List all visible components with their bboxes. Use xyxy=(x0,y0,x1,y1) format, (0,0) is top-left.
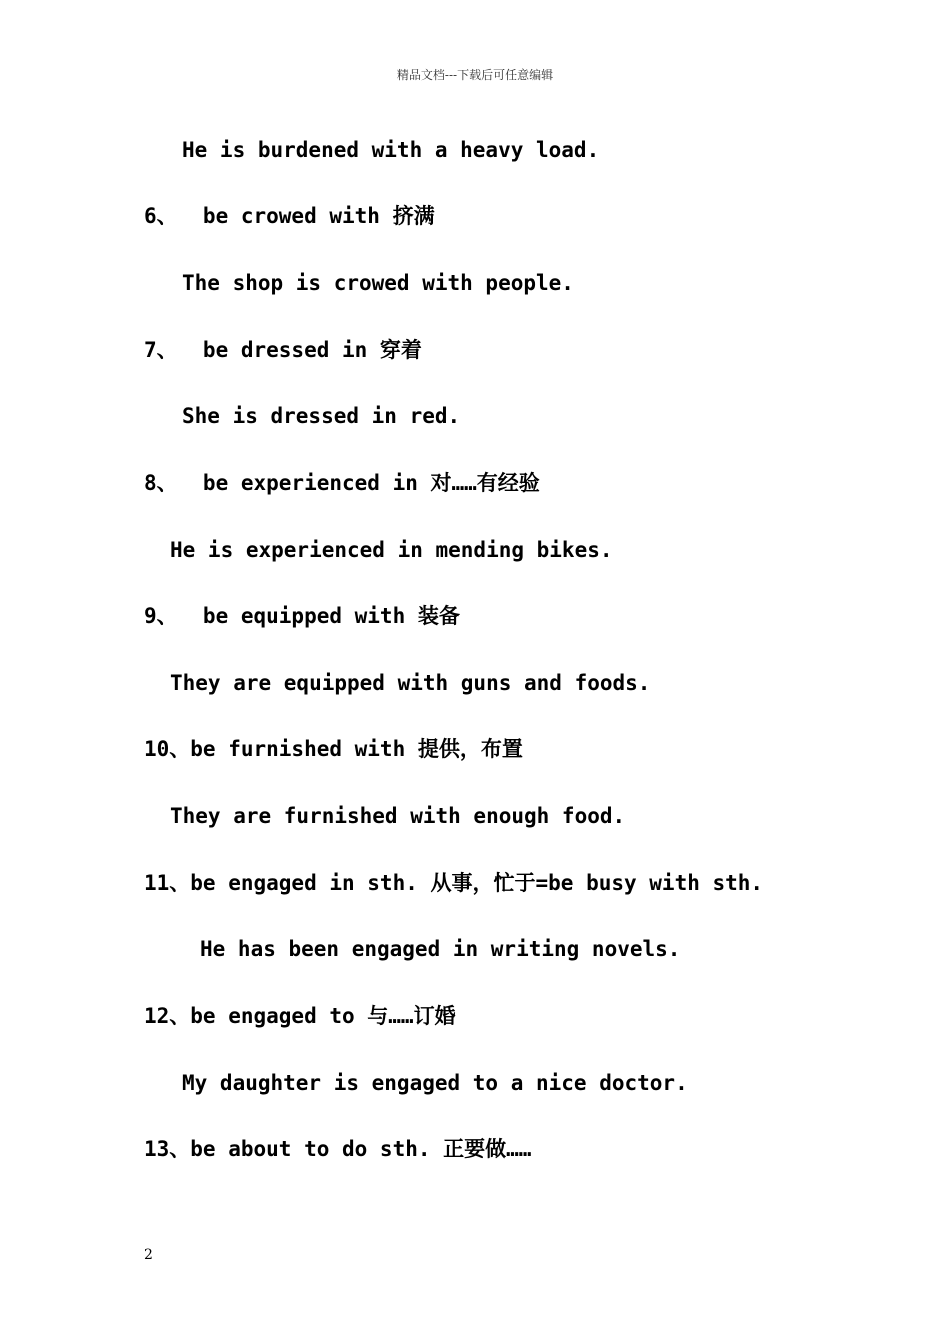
example-sentence: They are equipped with guns and foods. xyxy=(170,671,651,695)
example-sentence: He has been engaged in writing novels. xyxy=(200,937,681,961)
phrase-item: 11、be engaged in sth. 从事，忙于=be busy with sth. xyxy=(144,871,764,895)
phrase-item: 12、be engaged to 与……订婚 xyxy=(144,1004,456,1028)
phrase-item: 9、 be equipped with 装备 xyxy=(144,604,460,628)
phrase-item: 8、 be experienced in 对……有经验 xyxy=(144,471,540,495)
phrase-item: 10、be furnished with 提供，布置 xyxy=(144,737,523,761)
page-header: 精品文档---下载后可任意编辑 xyxy=(396,68,554,82)
example-sentence: My daughter is engaged to a nice doctor. xyxy=(182,1071,688,1095)
example-sentence: The shop is crowed with people. xyxy=(182,271,574,295)
phrase-item: 13、be about to do sth. 正要做…… xyxy=(144,1137,532,1161)
phrase-item: 6、 be crowed with 挤满 xyxy=(144,204,435,228)
phrase-item: 7、 be dressed in 穿着 xyxy=(144,338,422,362)
example-sentence: They are furnished with enough food. xyxy=(170,804,626,828)
example-sentence: He is burdened with a heavy load. xyxy=(182,138,600,162)
example-sentence: He is experienced in mending bikes. xyxy=(170,538,613,562)
page-number: 2 xyxy=(144,1247,153,1263)
example-sentence: She is dressed in red. xyxy=(182,404,461,428)
